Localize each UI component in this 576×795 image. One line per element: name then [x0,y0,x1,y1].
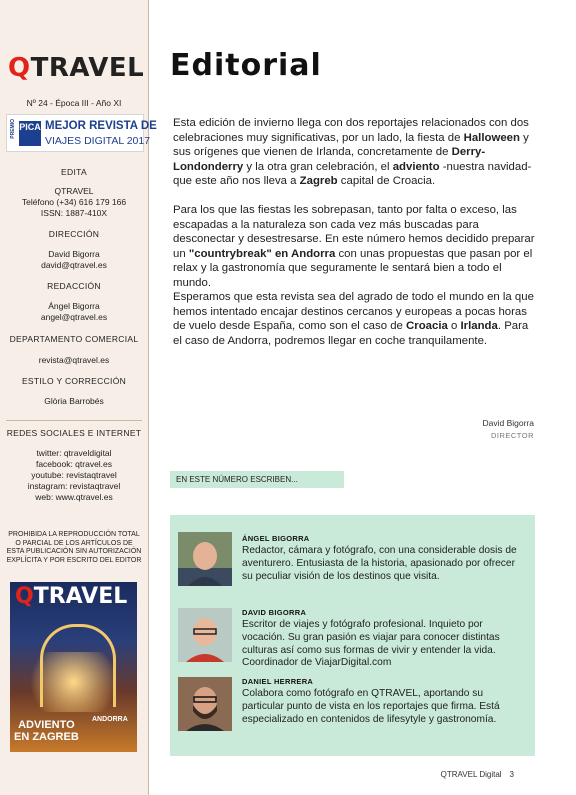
redaccion-email[interactable]: angel@qtravel.es [40,312,108,322]
twitter-handle[interactable]: twitter: qtraveldigital [36,448,112,458]
redes-heading: REDES SOCIALES E INTERNET [6,428,142,438]
editorial-paragraph-1 [173,116,536,189]
youtube-handle[interactable]: youtube: revistaqtravel [31,470,117,480]
paragraph-text: Esta edición de invierno llega con dos reportajes relacionados con dos celebraciones muy significativas, por un lado, la fiesta de [173,117,529,144]
comercial-email[interactable]: revista@qtravel.es [38,355,110,365]
award-premio: PREMIO [10,119,16,139]
legal-notice: PROHIBIDA LA REPRODUCCIÓN TOTAL O PARCIAL DE LOS ARTÍCULOS DE ESTA PUBLICACIÓN SIN AUTORIZACIÓN EXPLÍCITA Y POR ESCRITO DEL EDITOR [6,531,142,564]
writers-label: EN ESTE NÚMERO ESCRIBEN... [170,471,344,488]
author-bio: Redactor, cámara y fotógrafo, con una considerable dosis de aventurero. Entusiasta de la historia, apasionado por ofrecer su peculiar visión de los destinos que visita. [242,545,517,582]
author-bio: Escritor de viajes y fotógrafo profesional. Inquieto por vocación. Su gran pasión es viajar para conocer distintas culturas así como sus formas de vivir y entender la vida. Coordinador de ViajarDigital.com [242,619,500,669]
award-badge [6,114,157,152]
page-footer [441,770,514,779]
direccion-name: David Bigorra [48,249,100,259]
author-name: ÁNGEL BIGORRA [242,534,310,543]
editorial-paragraph-3 [173,290,536,348]
comercial-heading: DEPARTAMENTO COMERCIAL [9,334,139,344]
cover-arch [40,624,116,707]
paragraph-text: . Para el caso de Andorra, podremos llegar en coche tranquilamente. [173,320,529,347]
redaccion-heading: REDACCIÓN [47,281,101,291]
highlight-text: Derry-Londonderry [173,146,486,173]
footer-brand: QTRAVEL Digital [440,770,502,779]
cover-caption: ADVIENTO EN ZAGREB [14,719,79,743]
qtravel-logo: QTRAVEL [8,53,145,83]
highlight-text: Halloween [463,131,520,144]
facebook-handle[interactable]: facebook: qtravel.es [35,459,113,469]
sidebar-divider [6,420,142,421]
edita-name: QTRAVEL [54,186,94,196]
page-title: Editorial [170,48,322,83]
author-name: DANIEL HERRERA [242,677,314,686]
cover-logo: QTRAVEL [15,584,128,609]
direccion-heading: DIRECCIÓN [48,229,100,239]
edita-heading: EDITA [61,167,87,177]
author-bio: Colabora como fotógrafo en QTRAVEL, aportando su particular punto de vista en los reportajes que firma. Está especializado en contenidos de lifesytyle y gastronomía. [242,688,500,725]
author-photo [178,532,232,586]
paragraph-text: y la otra gran celebración, el [243,160,393,173]
award-line2: VIAJES DIGITAL 2017 [45,135,151,147]
award-line1: MEJOR REVISTA DE [45,120,157,132]
paragraph-text: y sus orígenes que vienen de Irlanda, concretamente de [173,131,529,159]
pica-logo: PICA [19,121,41,146]
paragraph-text: Para los que las fiestas les sobrepasan, tanto por falta o exceso, las escapadas a la naturaleza son cada vez más buscadas para desconectar y desestresarse. En este número hemos decidido preparar un [173,204,535,260]
paragraph-text: o [447,320,461,333]
highlight-text: Zagreb [299,175,338,188]
writers-box [170,515,535,756]
editorial-paragraph-2 [173,203,536,291]
paragraph-text: Esperamos que esta revista sea del agrado de todo el mundo en la que hemos intentado encajar destinos cercanos y europeas a pocas horas de vuelo desde España, como son el caso de [173,291,534,333]
paragraph-text: capital de Croacia. [337,175,436,188]
highlight-text: Irlanda [460,320,498,333]
redaccion-name: Ángel Bigorra [48,301,100,311]
author-photo [178,677,232,731]
signature-role: DIRECTOR [490,431,534,440]
instagram-handle[interactable]: instagram: revistaqtravel [27,481,121,491]
cover-caption-andorra: ANDORRA [92,716,128,723]
sidebar [0,0,157,795]
paragraph-text: con unas propuestas que pasan por el relax y la gastronomía que seguramente le sentará bien a todo el mundo. [173,247,533,289]
edita-issn: ISSN: 1887-410X [40,208,108,218]
direccion-email[interactable]: david@qtravel.es [41,260,107,270]
author-name: DAVID BIGORRA [242,608,307,617]
page-number: 3 [509,770,514,779]
highlight-text: "countrybreak" en Andorra [188,247,336,260]
signature [483,418,535,440]
estilo-name: Glòria Barrobés [44,396,104,406]
edita-phone: Teléfono (+34) 616 179 166 [21,197,127,207]
highlight-text: Croacia [406,320,448,333]
highlight-text: adviento [392,160,440,173]
signature-name: David Bigorra [482,418,534,428]
paragraph-text: -nuestra navidad- que este año nos lleva a [173,160,532,188]
estilo-heading: ESTILO Y CORRECCIÓN [21,376,127,386]
magazine-cover[interactable] [10,582,137,752]
issue-number: Nº 24 - Época III - Año XI [26,98,122,108]
website-link[interactable]: web: www.qtravel.es [35,492,113,502]
author-photo [178,608,232,662]
